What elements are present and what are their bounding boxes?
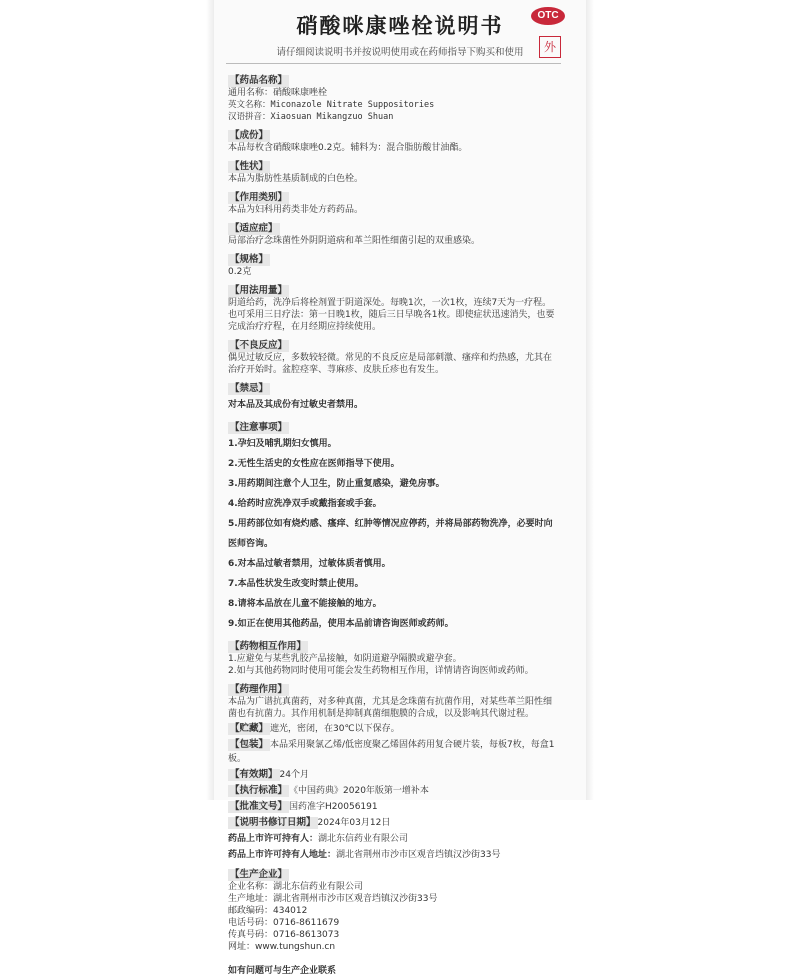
section-heading: 【药物相互作用】 <box>230 641 307 652</box>
list-item: 3.用药期间注意个人卫生，防止重复感染，避免房事。 <box>228 479 445 489</box>
license-address-label: 药品上市许可持有人地址： <box>228 850 337 860</box>
fax-number: 传真号码：0716-8613073 <box>228 930 340 940</box>
external-use-mark: 外 <box>539 36 561 58</box>
section-text: 2024年03月12日 <box>317 818 391 828</box>
section-indications <box>228 216 558 247</box>
list-item: 6.对本品过敏者禁用，过敏体质者慎用。 <box>228 559 391 569</box>
leaflet-content <box>228 68 558 976</box>
english-name: 英文名称：Miconazole Nitrate Suppositories <box>228 100 435 110</box>
section-heading: 【禁忌】 <box>230 383 269 394</box>
section-text: 本品采用聚氯乙烯/低密度聚乙烯固体药用复合硬片装，每板7枚，每盒1板。 <box>228 740 555 764</box>
list-item: 9.如正在使用其他药品，使用本品前请咨询医师或药师。 <box>228 619 454 629</box>
section-text: 偶见过敏反应，多数较轻微。常见的不良反应是局部刺激、瘙痒和灼热感，尤其在治疗开始时。盆腔痉挛、荨麻疹、皮肤丘疹也有发生。 <box>228 353 553 375</box>
license-address-text: 湖北省荆州市沙市区观音垱镇汉沙街33号 <box>336 850 501 860</box>
section-pharmacology <box>228 677 558 720</box>
section-revision-date <box>228 816 558 830</box>
section-text: 国药准字H20056191 <box>289 802 378 812</box>
section-heading: 【说明书修订日期】 <box>230 817 316 828</box>
list-item: 4.给药时应洗净双手或戴指套或手套。 <box>228 499 382 509</box>
section-manufacturer <box>228 862 558 953</box>
pinyin-name: 汉语拼音：Xiaosuan Mikangzuo Shuan <box>228 112 394 122</box>
section-text: 遮光，密闭，在30℃以下保存。 <box>270 724 400 734</box>
section-text: 《中国药典》2020年版第一增补本 <box>289 786 429 796</box>
list-item: 7.本品性状发生改变时禁止使用。 <box>228 579 364 589</box>
list-item: 1.孕妇及哺乳期妇女慎用。 <box>228 439 337 449</box>
license-holder-address <box>228 848 558 862</box>
section-usage <box>228 278 558 333</box>
section-validity <box>228 768 558 782</box>
section-packaging <box>228 738 558 766</box>
license-holder-name: 湖北东信药业有限公司 <box>318 834 409 844</box>
section-text: 本品为妇科用药类非处方药药品。 <box>228 205 364 215</box>
license-holder <box>228 832 558 846</box>
document-subtitle: 请仔细阅读说明书并按说明使用或在药师指导下购买和使用 <box>276 47 524 58</box>
section-heading: 【不良反应】 <box>230 340 288 351</box>
section-text: 本品为广谱抗真菌药，对多种真菌，尤其是念珠菌有抗菌作用，对某些革兰阳性细菌也有抗菌力。其作用机制是抑制真菌细胞膜的合成，以及影响其代谢过程。 <box>228 697 553 719</box>
company-name: 企业名称：湖北东信药业有限公司 <box>228 882 364 892</box>
section-text: 局部治疗念珠菌性外阴阴道病和革兰阳性细菌引起的双重感染。 <box>228 236 481 246</box>
section-text: 本品每枚含硝酸咪康唑0.2克。辅料为：混合脂肪酸甘油酯。 <box>228 143 468 153</box>
section-text: 本品为脂肪性基质制成的白色栓。 <box>228 174 364 184</box>
contact-note: 如有问题可与生产企业联系 <box>228 966 337 976</box>
section-heading: 【生产企业】 <box>230 869 288 880</box>
generic-name: 通用名称：硝酸咪康唑栓 <box>228 88 328 98</box>
section-heading: 【药理作用】 <box>230 684 288 695</box>
section-precautions <box>228 415 558 634</box>
section-standard <box>228 784 558 798</box>
production-address: 生产地址：湖北省荆州市沙市区观音垱镇汉沙街33号 <box>228 894 438 904</box>
document-title: 硝酸咪康唑栓说明书 <box>296 14 504 38</box>
section-heading: 【贮藏】 <box>230 723 269 734</box>
postal-code: 邮政编码：434012 <box>228 906 308 916</box>
list-item: 5.用药部位如有烧灼感、瘙痒、红肿等情况应停药，并将局部药物洗净，必要时向医师咨询。 <box>228 519 553 549</box>
section-category <box>228 185 558 216</box>
section-heading: 【性状】 <box>230 161 269 172</box>
section-drug-name <box>228 68 558 123</box>
section-interactions <box>228 634 558 677</box>
section-contraindications <box>228 376 558 415</box>
section-heading: 【有效期】 <box>230 769 278 780</box>
section-heading: 【适应症】 <box>230 223 278 234</box>
section-heading: 【注意事项】 <box>230 422 288 433</box>
otc-badge: OTC <box>531 7 565 25</box>
section-ingredients <box>228 123 558 154</box>
section-spec <box>228 247 558 278</box>
section-text: 0.2克 <box>228 267 252 277</box>
section-adverse-reactions <box>228 333 558 376</box>
header-divider <box>226 63 561 64</box>
section-heading: 【批准文号】 <box>230 801 288 812</box>
section-text: 对本品及其成份有过敏史者禁用。 <box>228 400 364 410</box>
section-heading: 【成份】 <box>230 130 269 141</box>
section-heading: 【执行标准】 <box>230 785 288 796</box>
section-text: 阴道给药，洗净后将栓剂置于阴道深处。每晚1次，一次1枚，连续7天为一疗程。也可采用三日疗法：第一日晚1枚，随后三日早晚各1枚。即使症状迅速消失，也要完成治疗疗程，在月经期应持续使用。 <box>228 298 555 332</box>
section-heading: 【用法用量】 <box>230 285 288 296</box>
section-heading: 【包装】 <box>230 739 269 750</box>
license-holder-label: 药品上市许可持有人： <box>228 834 319 844</box>
section-appearance <box>228 154 558 185</box>
list-item: 8.请将本品放在儿童不能接触的地方。 <box>228 599 382 609</box>
section-approval <box>228 800 558 814</box>
phone-number: 电话号码：0716-8611679 <box>228 918 340 928</box>
list-item: 1.应避免与某些乳胶产品接触，如阴道避孕隔膜或避孕套。 <box>228 654 462 664</box>
list-item: 2.如与其他药物同时使用可能会发生药物相互作用，详情请咨询医师或药师。 <box>228 666 534 676</box>
section-text: 24个月 <box>279 770 309 780</box>
section-heading: 【药品名称】 <box>230 75 288 86</box>
list-item: 2.无性生活史的女性应在医师指导下使用。 <box>228 459 400 469</box>
website: 网址：www.tungshun.cn <box>228 942 336 952</box>
section-heading: 【作用类别】 <box>230 192 288 203</box>
section-storage <box>228 722 558 736</box>
section-heading: 【规格】 <box>230 254 269 265</box>
